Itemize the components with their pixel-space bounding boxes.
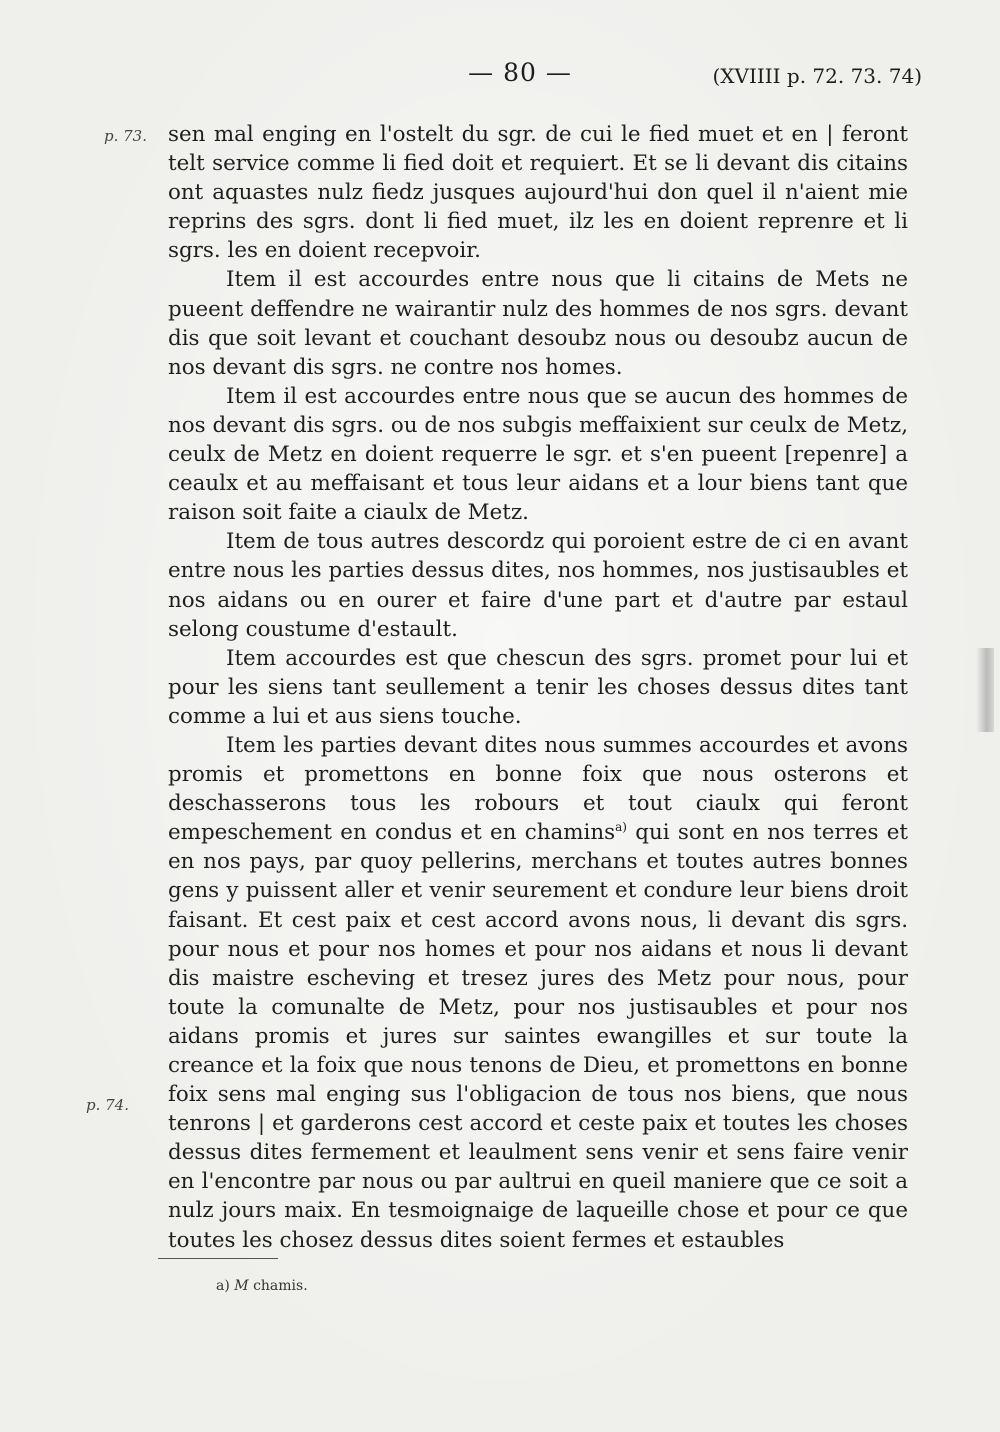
margin-note-page-73: p. 73. [104,127,147,145]
paragraph-6-text-after-note: qui sont en nos terres et en nos pays, par quoy pellerins, merchans et toutes autres bonnes gens y puissent aller et venir seurement et condure leur biens droit faisant. Et cest paix et cest accord avons nous, li devant dis sgrs. pour nous et pour nos homes et pour nos aidans et nous li devant dis maistre escheving et tresez jures des Metz pour nous, pour toute la comunalte de Metz, pour nos justisaubles et pour nos aidans promis et jures sur saintes ewangilles et sur toute la creance et la foix que nous tenons de Dieu, et promettons en bonne foix sens mal enging sus l'obligacion de tous nos biens, que nous tenrons | et garderons cest accord et ceste paix et toutes les choses dessus dites fermement et leaulment sens venir et sens faire venir en l'encontre par nous ou par aultrui en queil maniere que ce soit a nulz jours maix. En tesmoignaige de laqueille chose et pour ce que toutes les chosez dessus dites soient fermes et estaubles [168,820,908,1253]
footnote-text: chamis. [253,1278,308,1294]
footnote-mark: a) [216,1278,230,1294]
footnote-reference-mark: a) [615,820,627,835]
footnote-siglum: M [234,1278,249,1294]
paragraph-1: sen mal enging en l'ostelt du sgr. de cui le fied muet et en | feront telt service comme li fied doit et requiert. Et se li devant dis citains ont aquastes nulz fiedz jusques aujourd'hui don quel il n'aient mie reprins des sgrs. dont li fied muet, ilz les en doient reprenre et li sgrs. les en doient recepvoir. [168,122,908,264]
paragraph-3: Item il est accourdes entre nous que se aucun des hommes de nos devant dis sgrs. ou de nos subgis meffaixient sur ceulx de Metz, ceulx de Metz en doient requerre le sgr. et s'en pueent [repenre] a ceaulx et au meffaisant et tous leur aidans et a lour biens tant que raison soit faite a ciaulx de Metz. [168,383,908,526]
paragraph-5: Item accourdes est que chescun des sgrs. promet pour lui et pour les siens tant seullement a tenir les choses dessus dites tant comme a lui et aus siens touche. [168,645,908,729]
paragraph-4: Item de tous autres descordz qui poroient estre de ci en avant entre nous les parties dessus dites, nos hommes, nos justisaubles et nos aidans ou en ourer et faire d'une part et d'autre par estaul selong coustume d'estault. [168,529,908,642]
scan-edge-mark [976,648,994,732]
paragraph-2: Item il est accourdes entre nous que li citains de Mets ne pueent deffendre ne wairantir nulz des hommes de nos sgrs. devant dis que soit levant et couchant desoubz nous ou desoubz aucun de nos devant dis sgrs. ne contre nos homes. [168,267,908,380]
page-reference: (XVIIII p. 72. 73. 74) [712,64,922,88]
paragraph-6-text-before-note: Item les parties devant dites nous summes accourdes et avons promis et promettons en bonne foix que nous osterons et deschasserons tous les robours et tout ciaulx qui feront empeschement en condus et en chamins [168,732,908,846]
margin-note-page-74: p. 74. [86,1096,129,1114]
footnote-divider [158,1258,278,1259]
paragraph-6 [168,731,908,1255]
page-number: — 80 — [468,58,572,87]
footnote [216,1278,308,1294]
body-text [168,120,908,1255]
